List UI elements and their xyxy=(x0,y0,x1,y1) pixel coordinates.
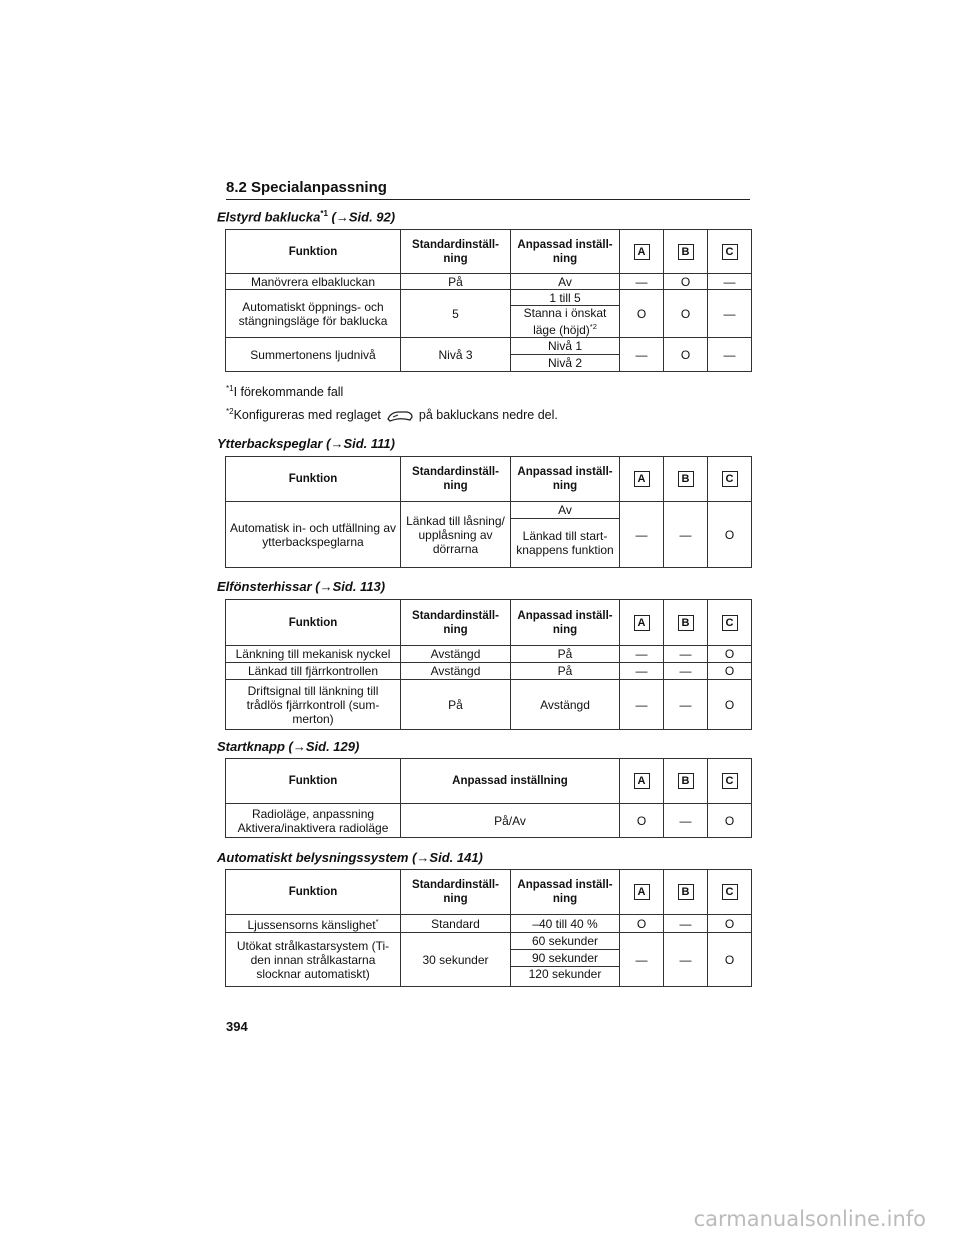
col-header-standard: Standardinställ- ning xyxy=(401,870,511,915)
cell-b: — xyxy=(664,915,708,933)
cell-anpassad: På xyxy=(511,663,620,680)
table-row xyxy=(226,933,752,950)
cell-line: Radioläge, anpassning xyxy=(251,806,375,821)
c-box-icon: C xyxy=(722,471,738,487)
a-box-icon: A xyxy=(634,615,650,631)
cell-anpassad: Länkad till start- knappens funktion xyxy=(511,519,620,568)
col-header-a xyxy=(620,759,664,804)
b-box-icon: B xyxy=(678,471,694,487)
cell-b: — xyxy=(664,680,708,730)
page-reference-link[interactable]: (→Sid. 111) xyxy=(326,436,395,451)
cell-b: — xyxy=(664,646,708,663)
table-row xyxy=(226,680,752,730)
cell-a: — xyxy=(620,338,664,372)
cell-text: Ljussensorns känslighet xyxy=(247,918,376,932)
cell-anpassad: –40 till 40 % xyxy=(511,915,620,933)
col-header-anpassad: Anpassad inställ- ning xyxy=(511,457,620,502)
cell-anpassad: På xyxy=(511,646,620,663)
col-header-b xyxy=(664,230,708,274)
section-heading-belysningssystem xyxy=(217,850,483,865)
footnote-mark: *1 xyxy=(226,384,234,393)
b-box-icon: B xyxy=(678,884,694,900)
cell-c: O xyxy=(708,915,752,933)
col-header-standard: Standardinställ- ning xyxy=(401,600,511,646)
section-title: Elstyrd baklucka xyxy=(217,209,321,225)
page-reference-link[interactable]: (→Sid. 141) xyxy=(412,850,483,865)
footnote-ref: *2 xyxy=(589,322,597,331)
col-header-c xyxy=(708,600,752,646)
cell-c: O xyxy=(708,804,752,838)
b-box-icon: B xyxy=(678,615,694,631)
table-belysningssystem xyxy=(225,869,752,987)
col-header-a xyxy=(620,870,664,915)
c-box-icon: C xyxy=(722,773,738,789)
a-box-icon: A xyxy=(634,471,650,487)
cell-anpassad: Av xyxy=(511,274,620,290)
c-box-icon: C xyxy=(722,615,738,631)
col-header-b xyxy=(664,870,708,915)
cell-c: O xyxy=(708,933,752,987)
cell-c: — xyxy=(708,290,752,338)
section-heading-ytterbackspeglar xyxy=(217,436,395,451)
cell-b: — xyxy=(664,502,708,568)
col-header-a xyxy=(620,230,664,274)
cell-c: — xyxy=(708,274,752,290)
cell-anpassad: 1 till 5 xyxy=(511,290,620,306)
col-header-anpassad: Anpassad inställ- ning xyxy=(511,870,620,915)
cell-a: — xyxy=(620,502,664,568)
cell-b: O xyxy=(664,274,708,290)
a-box-icon: A xyxy=(634,884,650,900)
cell-anpassad: Nivå 1 xyxy=(511,338,620,355)
b-box-icon: B xyxy=(678,244,694,260)
col-header-anpassad: Anpassad inställ- ning xyxy=(511,230,620,274)
col-header-a xyxy=(620,600,664,646)
cell-anpassad: Nivå 2 xyxy=(511,355,620,372)
col-header-anpassad: Anpassad inställ- ning xyxy=(511,600,620,646)
footnote-text: på bakluckans nedre del. xyxy=(418,408,558,423)
cell-funktion xyxy=(226,804,401,838)
cell-standard: På xyxy=(401,274,511,290)
cell-funktion xyxy=(226,915,401,933)
a-box-icon: A xyxy=(634,773,650,789)
table-startknapp xyxy=(225,758,752,838)
col-header-anpassad: Anpassad inställning xyxy=(401,759,620,804)
cell-standard: Standard xyxy=(401,915,511,933)
watermark: carmanualsonline.info xyxy=(693,1207,926,1231)
col-header-standard: Standardinställ- ning xyxy=(401,230,511,274)
cell-a: — xyxy=(620,680,664,730)
cell-anpassad: 60 sekunder xyxy=(511,933,620,950)
footnote-text: I förekommande fall xyxy=(233,385,344,400)
page-reference-link[interactable]: (→Sid. 92) xyxy=(331,209,396,225)
col-header-c xyxy=(708,870,752,915)
col-header-standard: Standardinställ- ning xyxy=(401,457,511,502)
cell-funktion: Länkning till mekanisk nyckel xyxy=(226,646,401,663)
col-header-funktion: Funktion xyxy=(226,600,401,646)
col-header-c xyxy=(708,457,752,502)
page-number: 394 xyxy=(226,1019,248,1034)
col-header-funktion: Funktion xyxy=(226,457,401,502)
col-header-funktion: Funktion xyxy=(226,870,401,915)
col-header-b xyxy=(664,457,708,502)
title-divider xyxy=(226,199,750,200)
page-reference-link[interactable]: (→Sid. 129) xyxy=(288,739,360,754)
col-header-c xyxy=(708,759,752,804)
cell-anpassad: Avstängd xyxy=(511,680,620,730)
col-header-a xyxy=(620,457,664,502)
section-title: Automatiskt belysningssystem xyxy=(217,850,409,865)
col-header-b xyxy=(664,759,708,804)
cell-anpassad: På/Av xyxy=(401,804,620,838)
cell-c: O xyxy=(708,663,752,680)
table-row xyxy=(226,915,752,933)
footnote-1 xyxy=(226,384,343,399)
cell-a: — xyxy=(620,933,664,987)
col-header-b xyxy=(664,600,708,646)
cell-funktion: Automatiskt öppnings- och stängningsläge för baklucka xyxy=(226,290,401,338)
section-heading-startknapp xyxy=(217,739,359,754)
tailgate-switch-icon xyxy=(385,408,415,424)
cell-anpassad: 90 sekunder xyxy=(511,950,620,967)
col-header-funktion: Funktion xyxy=(226,230,401,274)
cell-a: — xyxy=(620,646,664,663)
footnote-mark: *2 xyxy=(226,407,234,416)
cell-b: O xyxy=(664,338,708,372)
table-row xyxy=(226,804,752,838)
page-title: 8.2 Specialanpassning xyxy=(226,179,387,196)
cell-anpassad xyxy=(511,306,620,338)
cell-c: O xyxy=(708,680,752,730)
cell-b: — xyxy=(664,663,708,680)
table-row xyxy=(226,274,752,290)
cell-standard: 5 xyxy=(401,290,511,338)
cell-standard: På xyxy=(401,680,511,730)
a-box-icon: A xyxy=(634,244,650,260)
cell-a: — xyxy=(620,663,664,680)
cell-funktion: Utökat strålkastarsystem (Ti- den innan strålkastarna slocknar automatiskt) xyxy=(226,933,401,987)
section-heading-baklucka xyxy=(217,209,395,224)
col-header-funktion: Funktion xyxy=(226,759,401,804)
table-ytterbackspeglar xyxy=(225,456,752,568)
cell-funktion: Automatisk in- och utfällning av ytterbackspeglarna xyxy=(226,502,401,568)
cell-line: Aktivera/inaktivera radioläge xyxy=(237,820,389,835)
table-row xyxy=(226,338,752,355)
footnote-ref: * xyxy=(375,917,379,926)
cell-funktion: Manövrera elbakluckan xyxy=(226,274,401,290)
cell-b: — xyxy=(664,933,708,987)
section-title: Elfönsterhissar xyxy=(217,579,312,594)
col-header-c xyxy=(708,230,752,274)
c-box-icon: C xyxy=(722,244,738,260)
footnote-text: Konfigureras med reglaget xyxy=(233,408,381,423)
cell-a: O xyxy=(620,804,664,838)
table-row xyxy=(226,663,752,680)
section-heading-elfonsterhissar xyxy=(217,579,385,594)
table-row xyxy=(226,502,752,519)
cell-text: Stanna i önskat läge (höjd) xyxy=(523,306,607,337)
table-elfonsterhissar xyxy=(225,599,752,730)
footnote-ref: *1 xyxy=(320,209,328,218)
cell-standard: Avstängd xyxy=(401,646,511,663)
cell-funktion: Länkad till fjärrkontrollen xyxy=(226,663,401,680)
cell-a: O xyxy=(620,915,664,933)
b-box-icon: B xyxy=(678,773,694,789)
page-reference-link[interactable]: (→Sid. 113) xyxy=(315,579,386,594)
cell-c: O xyxy=(708,646,752,663)
cell-b: O xyxy=(664,290,708,338)
table-baklucka xyxy=(225,229,752,372)
cell-funktion: Driftsignal till länkning till trådlös fjärrkontroll (sum- merton) xyxy=(226,680,401,730)
section-title: Ytterbackspeglar xyxy=(217,436,323,451)
cell-standard: Avstängd xyxy=(401,663,511,680)
section-title: Startknapp xyxy=(217,739,285,754)
cell-c: — xyxy=(708,338,752,372)
footnote-2 xyxy=(226,407,558,424)
cell-anpassad: Av xyxy=(511,502,620,519)
cell-c: O xyxy=(708,502,752,568)
cell-b: — xyxy=(664,804,708,838)
cell-anpassad: 120 sekunder xyxy=(511,967,620,987)
cell-funktion: Summertonens ljudnivå xyxy=(226,338,401,372)
table-row xyxy=(226,290,752,306)
cell-a: — xyxy=(620,274,664,290)
table-row xyxy=(226,646,752,663)
cell-standard: 30 sekunder xyxy=(401,933,511,987)
c-box-icon: C xyxy=(722,884,738,900)
cell-standard: Nivå 3 xyxy=(401,338,511,372)
cell-standard: Länkad till låsning/ upplåsning av dörrarna xyxy=(401,502,511,568)
cell-a: O xyxy=(620,290,664,338)
